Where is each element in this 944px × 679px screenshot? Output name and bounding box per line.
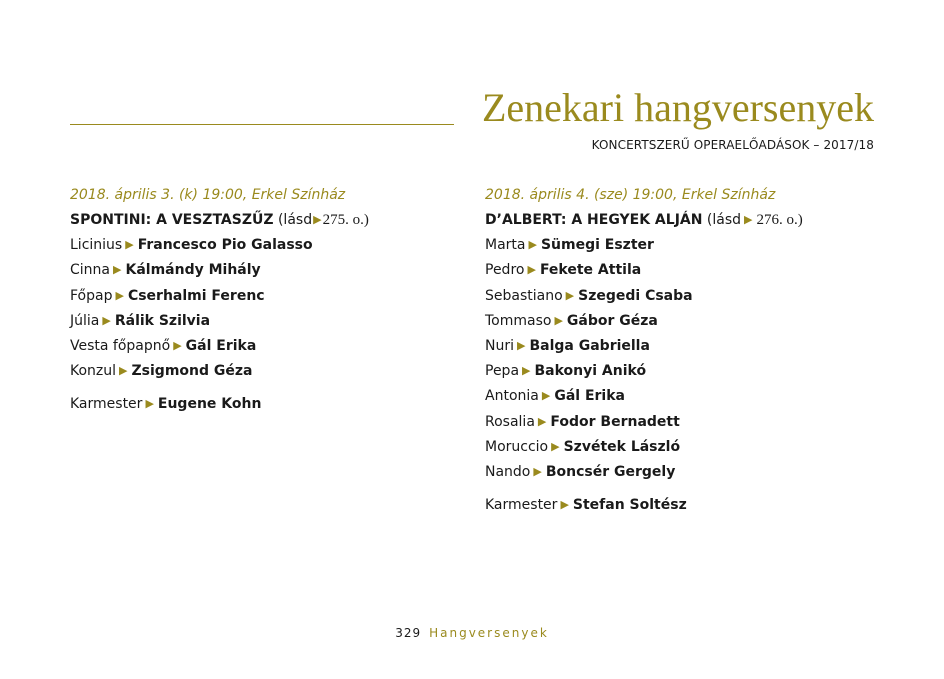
event-date: 2018. április 4. (sze) 19:00, Erkel Színház	[485, 187, 776, 203]
ref-prefix: (lásd	[706, 212, 742, 228]
cast-name: Sümegi Eszter	[540, 237, 654, 254]
event-column-spontini	[70, 184, 450, 419]
cast-role: Konzul	[70, 363, 117, 380]
work-title: SPONTINI: A VESZTASZŰZ	[70, 212, 274, 228]
conductor-line	[485, 494, 865, 519]
triangle-right-icon: ▶	[119, 364, 128, 378]
triangle-right-icon: ▶	[537, 414, 547, 428]
event-column-dalbert	[485, 184, 865, 519]
ref-prefix: (lásd	[277, 212, 313, 228]
triangle-right-icon: ▶	[517, 338, 526, 352]
triangle-right-icon: ▶	[541, 389, 551, 403]
cast-line	[70, 259, 450, 284]
cast-role: Pepa	[485, 363, 520, 380]
cast-role: Moruccio	[485, 438, 549, 455]
triangle-right-icon: ▶	[113, 263, 122, 277]
work-line	[485, 209, 865, 234]
cast-name: Szegedi Csaba	[578, 287, 693, 304]
conductor-role: Karmester	[70, 396, 143, 413]
triangle-right-icon: ▶	[145, 397, 154, 411]
cast-role: Júlia	[70, 312, 100, 329]
triangle-right-icon: ▶	[522, 364, 531, 378]
conductor-role: Karmester	[485, 497, 558, 514]
cast-name: Cserhalmi Ferenc	[127, 287, 265, 304]
cast-role: Rosalia	[485, 413, 535, 430]
cast-line	[70, 285, 450, 310]
cast-role: Vesta főpapnő	[70, 337, 171, 354]
cast-line	[485, 385, 865, 410]
cast-line	[70, 234, 450, 259]
header-rule	[70, 124, 454, 125]
triangle-right-icon: ▶	[313, 213, 322, 226]
cast-role: Főpap	[70, 287, 113, 304]
triangle-right-icon: ▶	[551, 439, 560, 453]
triangle-right-icon: ▶	[528, 238, 537, 252]
cast-role: Nando	[485, 463, 531, 480]
cast-name: Francesco Pio Galasso	[137, 237, 313, 254]
work-title: D’ALBERT: A HEGYEK ALJÁN	[485, 212, 703, 228]
cast-name: Boncsér Gergely	[545, 463, 676, 480]
cast-role: Licinius	[70, 237, 123, 254]
triangle-right-icon: ▶	[115, 288, 124, 302]
cast-role: Pedro	[485, 262, 525, 279]
cast-line	[485, 234, 865, 259]
conductor-line	[70, 393, 450, 418]
conductor-name: Stefan Soltész	[572, 497, 687, 514]
triangle-right-icon: ▶	[744, 213, 753, 226]
triangle-right-icon: ▶	[173, 338, 182, 352]
conductor-name: Eugene Kohn	[157, 396, 262, 413]
triangle-right-icon: ▶	[125, 238, 134, 252]
section-label: Hangversenyek	[429, 626, 549, 640]
page-footer	[0, 626, 944, 640]
page-title: Zenekari hangversenyek	[481, 85, 874, 130]
cast-line	[70, 360, 450, 385]
cast-line	[485, 360, 865, 385]
cast-name: Gál Erika	[185, 337, 257, 354]
triangle-right-icon: ▶	[560, 498, 569, 512]
cast-name: Bakonyi Anikó	[534, 363, 647, 380]
cast-name: Szvétek László	[563, 438, 681, 455]
triangle-right-icon: ▶	[554, 313, 563, 327]
cast-line	[485, 436, 865, 461]
triangle-right-icon: ▶	[527, 263, 536, 277]
cast-name: Fekete Attila	[539, 262, 642, 279]
cast-name: Rálik Szilvia	[114, 312, 211, 329]
cast-line	[485, 461, 865, 486]
cast-role: Cinna	[70, 262, 110, 279]
cast-name: Kálmándy Mihály	[125, 262, 261, 279]
cast-name: Gábor Géza	[566, 312, 658, 329]
work-line	[70, 209, 450, 234]
cast-role: Antonia	[485, 388, 539, 405]
triangle-right-icon: ▶	[102, 313, 111, 327]
triangle-right-icon: ▶	[533, 464, 542, 478]
cast-line	[70, 335, 450, 360]
cast-name: Fodor Bernadett	[550, 413, 680, 430]
cast-name: Zsigmond Géza	[131, 363, 253, 380]
cast-role: Nuri	[485, 337, 514, 354]
cast-role: Sebastiano	[485, 287, 563, 304]
cast-role: Marta	[485, 237, 526, 254]
event-date: 2018. április 3. (k) 19:00, Erkel Színház	[70, 187, 346, 203]
ref-page: 276. o.)	[756, 212, 803, 228]
cast-line	[485, 259, 865, 284]
cast-name: Balga Gabriella	[529, 337, 650, 354]
cast-role: Tommaso	[485, 312, 552, 329]
page-number: 329	[395, 626, 422, 640]
cast-line	[485, 285, 865, 310]
cast-line	[485, 411, 865, 436]
cast-name: Gál Erika	[554, 388, 625, 405]
ref-page: 275. o.)	[322, 212, 369, 228]
cast-line	[70, 310, 450, 335]
page-subtitle: KONCERTSZERŰ OPERAELŐADÁSOK – 2017/18	[591, 138, 874, 152]
triangle-right-icon: ▶	[565, 288, 575, 302]
cast-line	[485, 335, 865, 360]
cast-line	[485, 310, 865, 335]
